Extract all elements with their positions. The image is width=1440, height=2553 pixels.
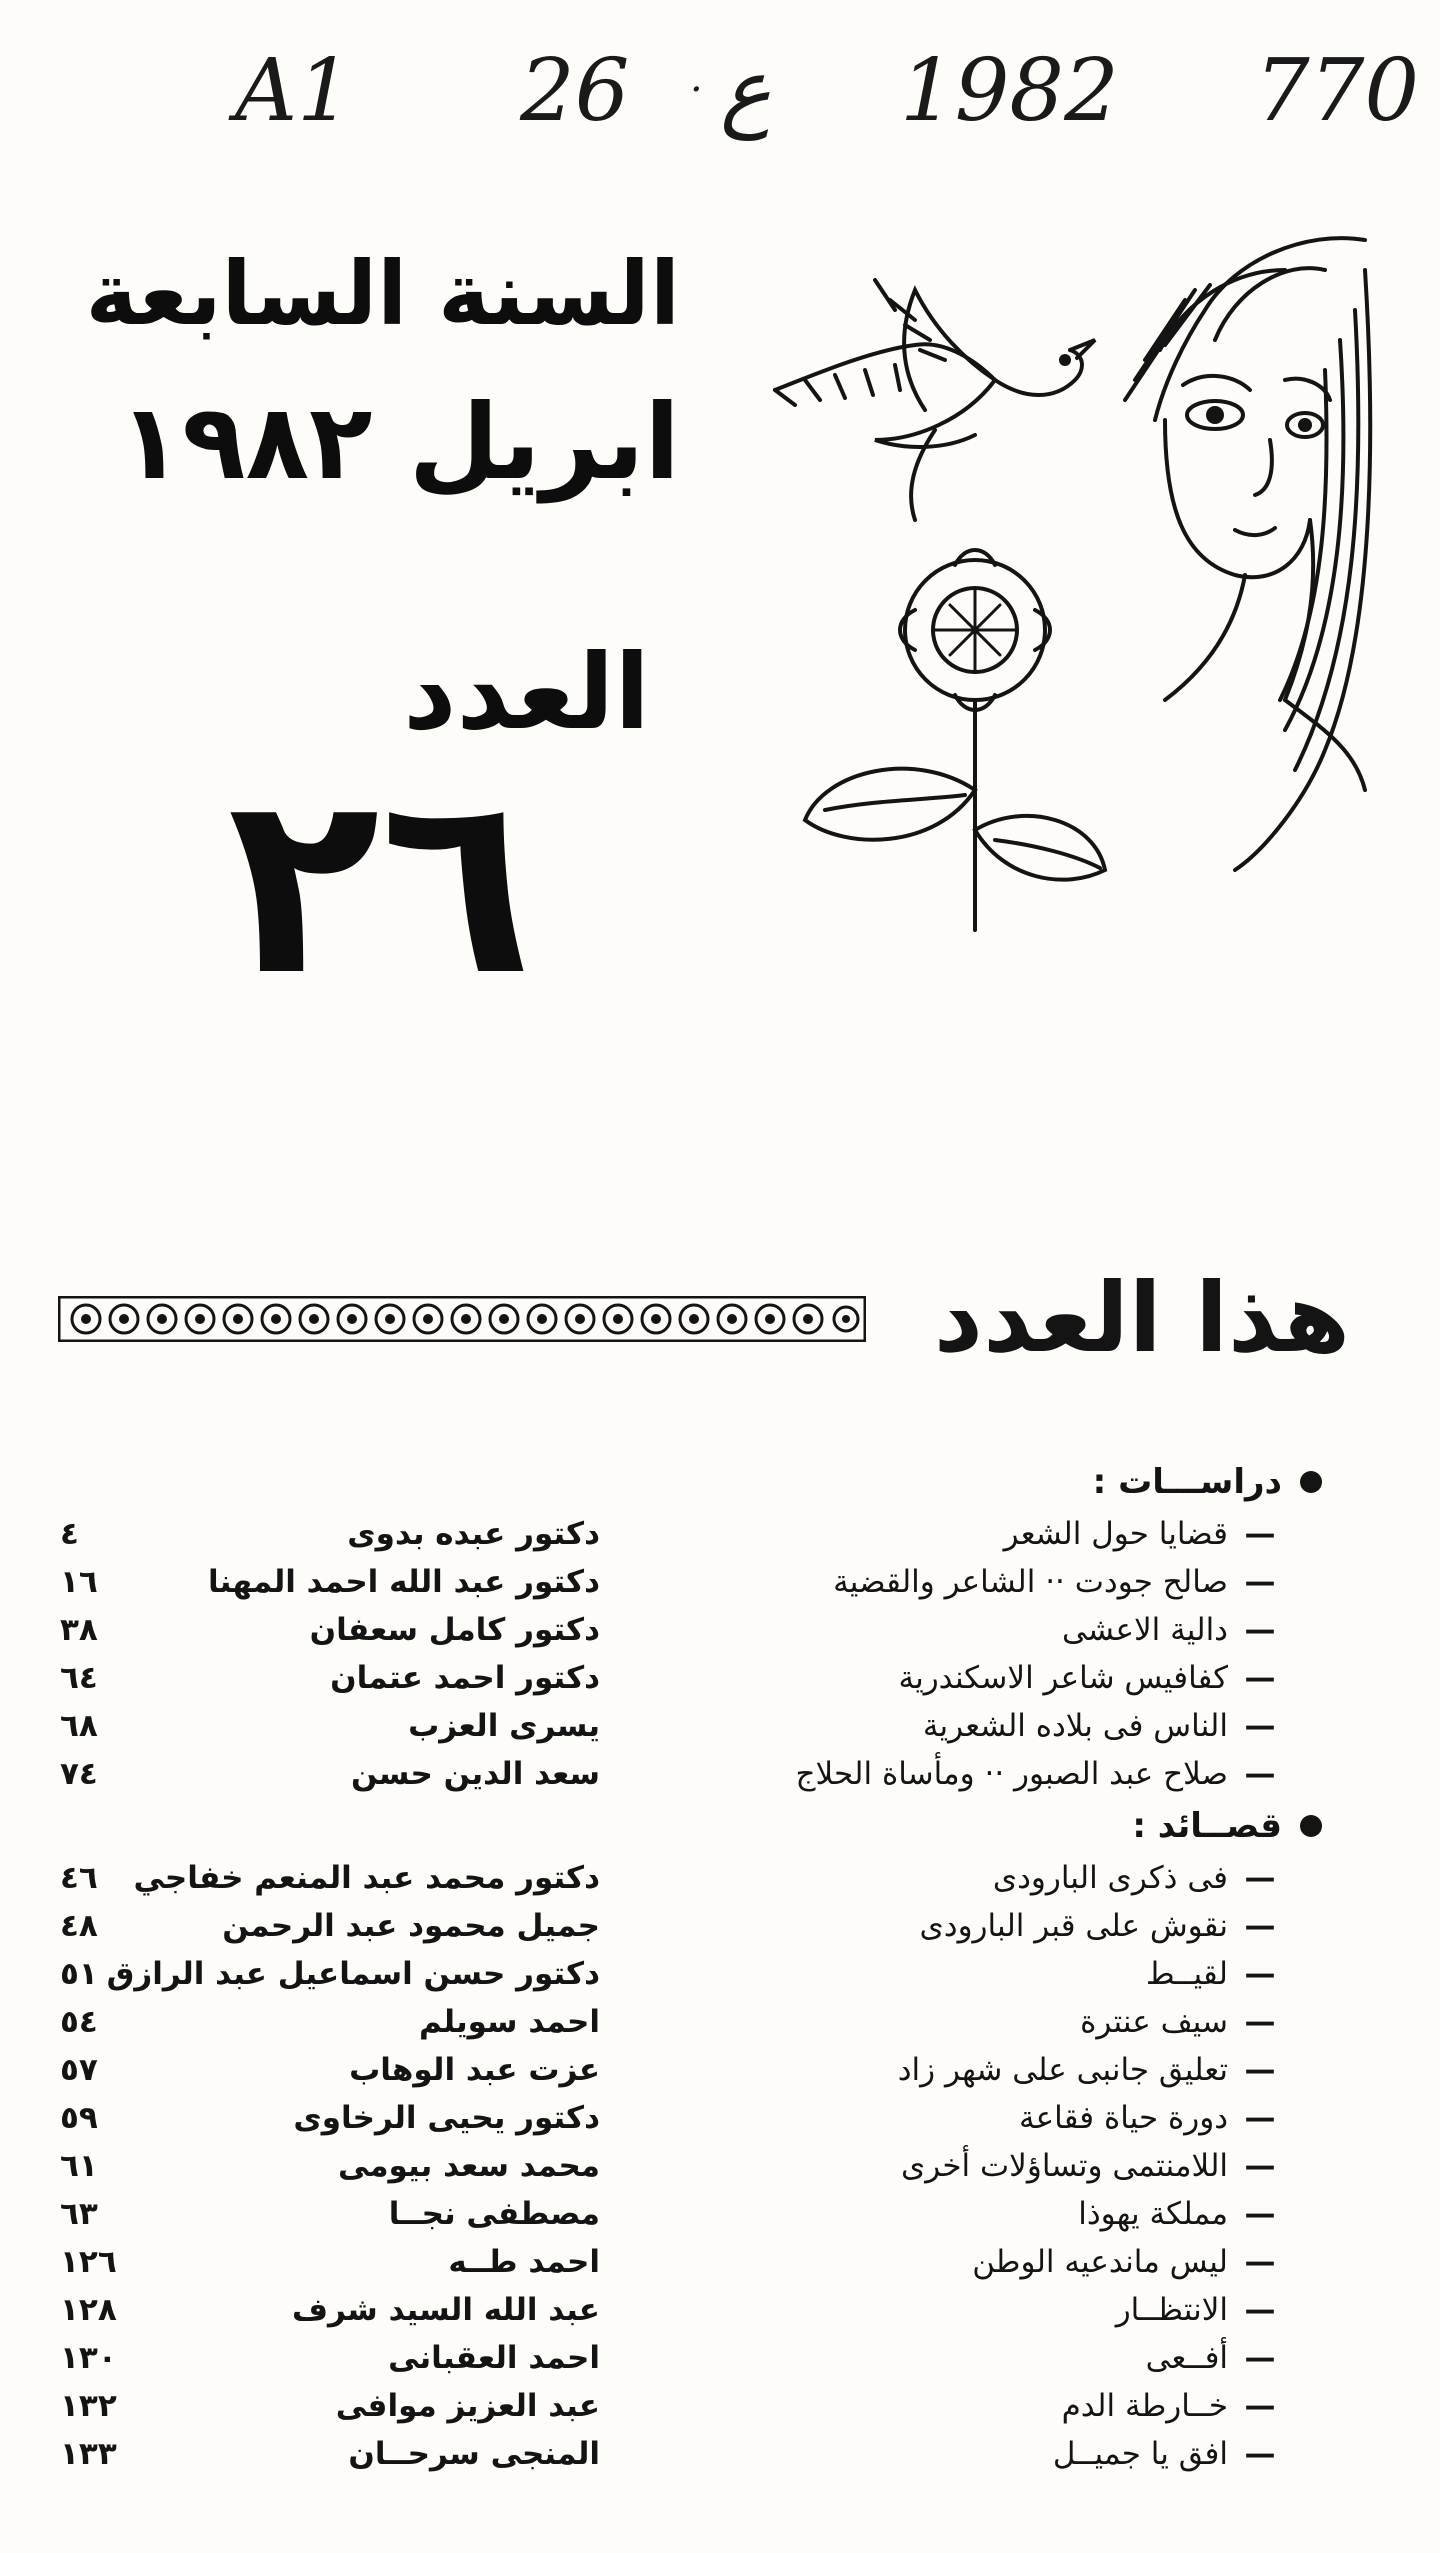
- volume-year: السنة السابعة: [85, 242, 680, 345]
- toc-title: صالح جودت ·· الشاعر والقضية: [833, 1564, 1228, 1600]
- toc-page: ١٢٦: [60, 2244, 117, 2280]
- toc-page: ٣٨: [60, 1612, 98, 1648]
- toc-page: ١٢٨: [60, 2292, 117, 2328]
- toc-author: دكتور محمد عبد المنعم خفاجي: [133, 1860, 600, 1896]
- toc-page: ٥٧: [60, 2052, 98, 2088]
- toc-row: [60, 2336, 1280, 2380]
- toc-title: سيف عنترة: [1080, 2004, 1228, 2040]
- dash-icon: —: [1244, 2388, 1276, 2424]
- sunflower-illustration: [805, 550, 1105, 930]
- studies-label-text: دراســـات :: [1092, 1462, 1282, 1502]
- toc-page: ٦٨: [60, 1708, 98, 1744]
- toc-author: سعد الدين حسن: [351, 1756, 600, 1792]
- toc-title: افق يا جميــل: [1052, 2436, 1228, 2472]
- toc-author: دكتور عبده بدوى: [347, 1516, 600, 1552]
- issue-label: العدد: [403, 631, 650, 753]
- toc-author: جميل محمود عبد الرحمن: [222, 1908, 600, 1944]
- toc-row: [60, 2288, 1280, 2332]
- toc-author: دكتور يحيى الرخاوى: [293, 2100, 600, 2136]
- toc-page: ٥٤: [60, 2004, 98, 2040]
- toc-page: ١٣٣: [60, 2436, 117, 2472]
- studies-section-label: [1093, 1462, 1322, 1502]
- toc-title: مملكة يهوذا: [1078, 2196, 1228, 2232]
- toc-author: احمد سويلم: [419, 2004, 600, 2040]
- toc-title: دورة حياة فقاعة: [1019, 2100, 1228, 2136]
- contents-heading: هذا العدد: [933, 1262, 1350, 1374]
- dash-icon: —: [1244, 1956, 1276, 1992]
- toc-title: نقوش على قبر البارودى: [919, 1908, 1228, 1944]
- annotation-month: ع: [720, 41, 772, 141]
- dash-icon: —: [1244, 2292, 1276, 2328]
- toc-title: قضايا حول الشعر: [1003, 1516, 1228, 1552]
- toc-row: [60, 2000, 1280, 2044]
- toc-page: ١٦: [60, 1564, 98, 1600]
- toc-row: [60, 1560, 1280, 1604]
- toc-row: [60, 2144, 1280, 2188]
- toc-title: فى ذكرى البارودى: [992, 1860, 1228, 1896]
- toc-author: دكتور عبد الله احمد المهنا: [208, 1564, 600, 1600]
- toc-author: دكتور حسن اسماعيل عبد الرازق: [106, 1956, 600, 1992]
- toc-row: [60, 1752, 1280, 1796]
- issue-date: ابريل ١٩٨٢: [118, 381, 680, 503]
- toc-title: الناس فى بلاده الشعرية: [922, 1708, 1228, 1744]
- toc-row: [60, 1704, 1280, 1748]
- dash-icon: —: [1244, 2004, 1276, 2040]
- toc-title: تعليق جانبى على شهر زاد: [897, 2052, 1228, 2088]
- toc-author: عزت عبد الوهاب: [349, 2052, 600, 2088]
- toc-title: دالية الاعشى: [1062, 1612, 1228, 1648]
- toc-title: خــارطة الدم: [1061, 2388, 1228, 2424]
- dash-icon: —: [1244, 2100, 1276, 2136]
- issue-number: ٢٦: [227, 739, 533, 1030]
- toc-author: المنجى سرحــان: [348, 2436, 600, 2472]
- toc-author: دكتور احمد عتمان: [330, 1660, 600, 1696]
- dash-icon: —: [1244, 1564, 1276, 1600]
- dash-icon: —: [1244, 2052, 1276, 2088]
- toc-author: عبد الله السيد شرف: [292, 2292, 600, 2328]
- toc-row: [60, 1952, 1280, 1996]
- toc-title: اللامنتمى وتساؤلات أخرى: [900, 2148, 1228, 2184]
- toc-row: [60, 1656, 1280, 1700]
- annotation-year: 1982: [900, 41, 1119, 141]
- bullet-icon: [1300, 1815, 1322, 1837]
- dash-icon: —: [1244, 2436, 1276, 2472]
- toc-page: ٦١: [60, 2148, 98, 2184]
- dash-icon: —: [1244, 1860, 1276, 1896]
- dash-icon: —: [1244, 1708, 1276, 1744]
- dash-icon: —: [1244, 2196, 1276, 2232]
- toc-row: [60, 1904, 1280, 1948]
- poems-label-text: قصــائد :: [1132, 1806, 1282, 1846]
- toc-author: دكتور كامل سعفان: [309, 1612, 600, 1648]
- dove-illustration: [775, 280, 1095, 520]
- toc-row: [60, 1856, 1280, 1900]
- toc-row: [60, 2240, 1280, 2284]
- toc-page: ٦٤: [60, 1660, 98, 1696]
- toc-author: احمد العقبانى: [388, 2340, 600, 2376]
- annotation-dot: ·: [690, 67, 703, 113]
- toc-row: [60, 2192, 1280, 2236]
- cover-illustration: [765, 230, 1375, 1030]
- toc-page: ١٣٠: [60, 2340, 117, 2376]
- toc-page: ٤: [60, 1516, 79, 1552]
- toc-page: ٥١: [60, 1956, 98, 1992]
- annotation-number: 770: [1255, 41, 1420, 141]
- toc-row: [60, 2384, 1280, 2428]
- toc-title: صلاح عبد الصبور ·· ومأساة الحلاج: [795, 1756, 1228, 1792]
- dash-icon: —: [1244, 2340, 1276, 2376]
- toc-title: أفــعى: [1145, 2340, 1228, 2376]
- dash-icon: —: [1244, 1612, 1276, 1648]
- toc-page: ٤٨: [60, 1908, 98, 1944]
- toc-page: ٧٤: [60, 1756, 98, 1792]
- toc-author: عبد العزيز موافى: [335, 2388, 600, 2424]
- toc-page: ٦٣: [60, 2196, 98, 2232]
- dash-icon: —: [1244, 2148, 1276, 2184]
- toc-title: لقيــط: [1145, 1956, 1228, 1992]
- toc-author: مصطفى نجــا: [388, 2196, 600, 2232]
- ornament-band: [58, 1296, 866, 1342]
- toc-row: [60, 2096, 1280, 2140]
- toc-row: [60, 1608, 1280, 1652]
- toc-row: [60, 2432, 1280, 2476]
- annotation-code: A1: [235, 41, 352, 141]
- dash-icon: —: [1244, 1660, 1276, 1696]
- dash-icon: —: [1244, 1516, 1276, 1552]
- toc-author: يسرى العزب: [408, 1708, 600, 1744]
- dash-icon: —: [1244, 1908, 1276, 1944]
- toc-title: كفافيس شاعر الاسكندرية: [898, 1660, 1228, 1696]
- annotation-day: 26: [520, 41, 630, 141]
- toc-author: احمد طــه: [448, 2244, 600, 2280]
- bullet-icon: [1300, 1471, 1322, 1493]
- toc-author: محمد سعد بيومى: [338, 2148, 600, 2184]
- toc-row: [60, 1512, 1280, 1556]
- dash-icon: —: [1244, 2244, 1276, 2280]
- toc-row: [60, 2048, 1280, 2092]
- poems-section-label: [1132, 1806, 1322, 1846]
- toc-page: ١٣٢: [60, 2388, 117, 2424]
- toc-page: ٤٦: [60, 1860, 98, 1896]
- toc-title: الانتظــار: [1115, 2292, 1228, 2328]
- toc-title: ليس ماندعيه الوطن: [972, 2244, 1228, 2280]
- dash-icon: —: [1244, 1756, 1276, 1792]
- hair-illustration: [1125, 238, 1370, 870]
- toc-page: ٥٩: [60, 2100, 98, 2136]
